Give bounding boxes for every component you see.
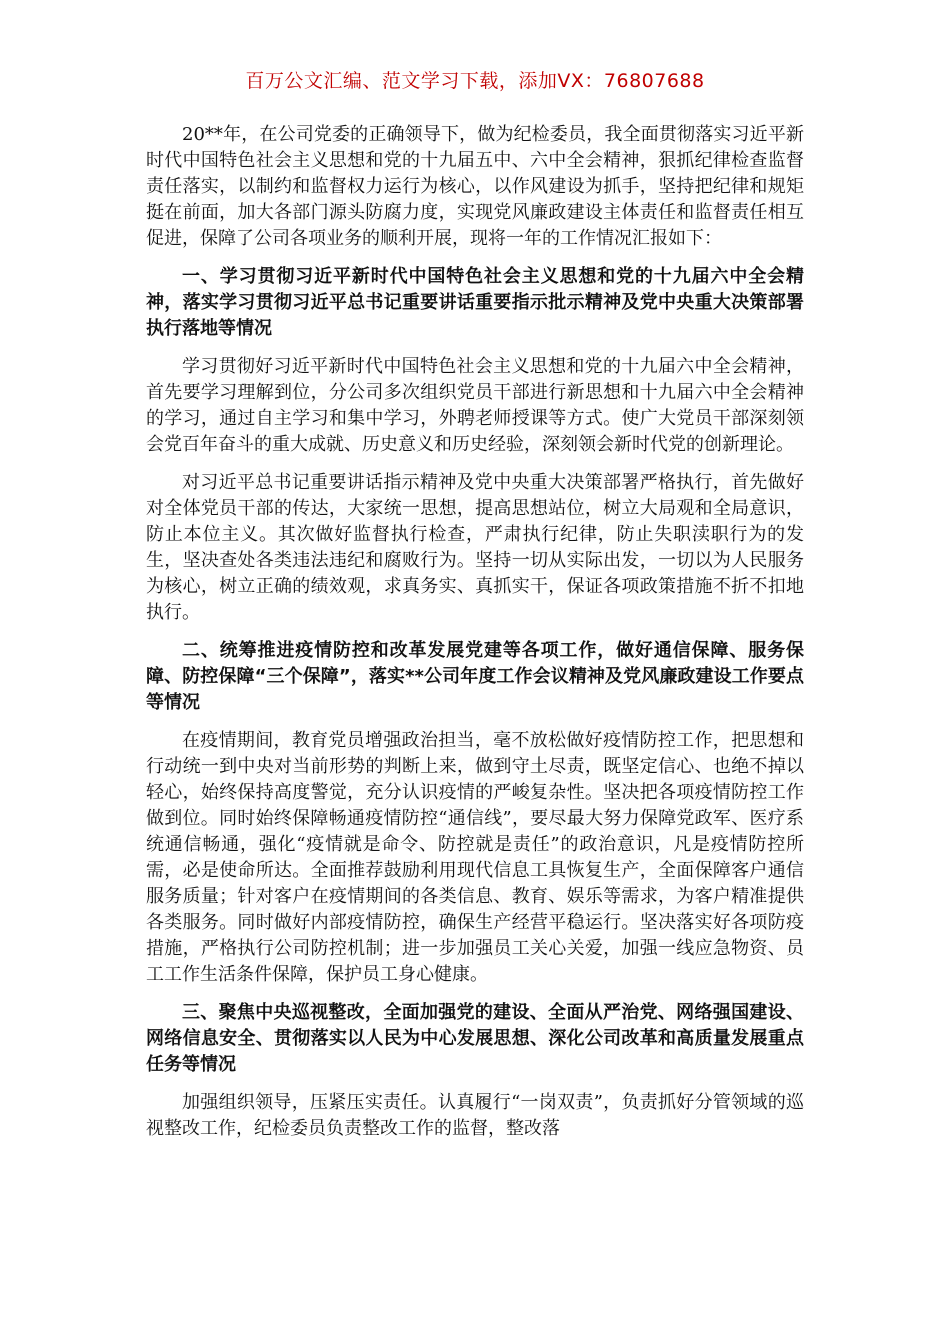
section-1-heading: 一、学习贯彻习近平新时代中国特色社会主义思想和党的十九届六中全会精神，落实学习贯彻习近平总书记重要讲话重要指示批示精神及党中央重大决策部署执行落地等情况 [146, 266, 804, 339]
section-1-paragraph-2: 对习近平总书记重要讲话指示精神及党中央重大决策部署严格执行，首先做好对全体党员干部的传达，大家统一思想，提高思想站位，树立大局观和全局意识，防止本位主义。其次做好监督执行检查，严肃执行纪律，防止失职渎职行为的发生，坚决查处各类违法违纪和腐败行为。坚持一切从实际出发，一切以为人民服务为核心，树立正确的绩效观，求真务实、真抓实干，保证各项政策措施不折不扣地执行。 [146, 472, 804, 623]
intro-paragraph: 20**年，在公司党委的正确领导下，做为纪检委员，我全面贯彻落实习近平新时代中国特色社会主义思想和党的十九届五中、六中全会精神，狠抓纪律检查监督责任落实，以制约和监督权力运行为核心，以作风建设为抓手，坚持把纪律和规矩挺在前面，加大各部门源头防腐力度，实现党风廉政建设主体责任和监督责任相互促进，保障了公司各项业务的顺利开展，现将一年的工作情况汇报如下： [146, 124, 804, 249]
section-1-paragraph-1: 学习贯彻好习近平新时代中国特色社会主义思想和党的十九届六中全会精神，首先要学习理解到位，分公司多次组织党员干部进行新思想和十九届六中全会精神的学习，通过自主学习和集中学习，外聘老师授课等方式。使广大党员干部深刻领会党百年奋斗的重大成就、历史意义和历史经验，深刻领会新时代党的创新理论。 [146, 356, 804, 455]
section-3-heading: 三、聚焦中央巡视整改，全面加强党的建设、全面从严治党、网络强国建设、网络信息安全、贯彻落实以人民为中心发展思想、深化公司改革和高质量发展重点任务等情况 [146, 1002, 804, 1075]
section-3-paragraph-1: 加强组织领导，压紧压实责任。认真履行“一岗双责”，负责抓好分管领域的巡视整改工作，纪检委员负责整改工作的监督，整改落 [146, 1092, 804, 1139]
section-2-paragraph-1: 在疫情期间，教育党员增强政治担当，毫不放松做好疫情防控工作，把思想和行动统一到中央对当前形势的判断上来，做到守土尽责，既坚定信心、也绝不掉以轻心，始终保持高度警觉，充分认识疫情的严峻复杂性。坚决把各项疫情防控工作做到位。同时始终保障畅通疫情防控“通信线”，要尽最大努力保障党政军、医疗系统通信畅通，强化“疫情就是命令、防控就是责任”的政治意识，凡是疫情防控所需，必是使命所达。全面推荐鼓励利用现代信息工具恢复生产，全面保障客户通信服务质量；针对客户在疫情期间的各类信息、教育、娱乐等需求，为客户精准提供各类服务。同时做好内部疫情防控，确保生产经营平稳运行。坚决落实好各项防疫措施，严格执行公司防控机制；进一步加强员工关心关爱，加强一线应急物资、员工工作生活条件保障，保护员工身心健康。 [146, 730, 804, 985]
document-body [146, 122, 804, 1154]
page-header-banner: 百万公文汇编、范文学习下载，添加VX：76807688 [245, 70, 705, 92]
section-2-heading: 二、统筹推进疫情防控和改革发展党建等各项工作，做好通信保障、服务保障、防控保障“三个保障”，落实**公司年度工作会议精神及党风廉政建设工作要点等情况 [146, 640, 804, 713]
